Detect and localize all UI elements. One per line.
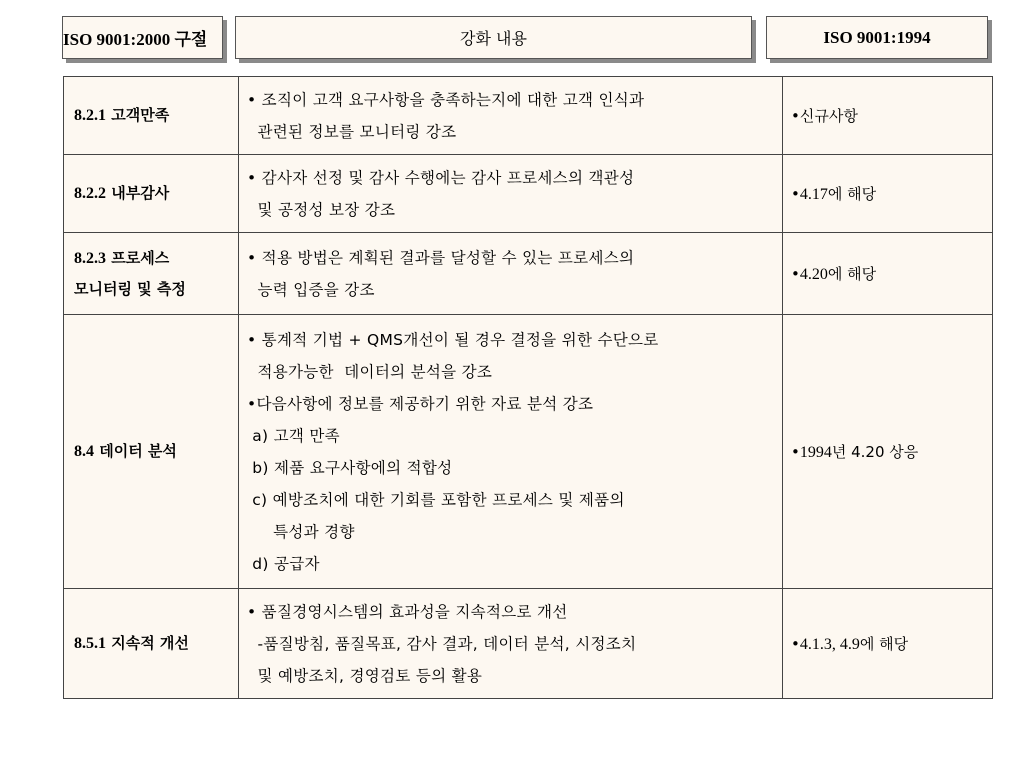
reference-cell [783, 155, 993, 233]
clause-number: 8.2.2 [74, 185, 106, 202]
content-cell [239, 233, 783, 315]
reference-text: 신규사항 [799, 107, 858, 125]
clause-cell [64, 155, 239, 233]
reference-number: 4.1.3, 4.9 [799, 636, 860, 653]
content-line: 특성과 경향 [247, 522, 355, 541]
table-row [64, 77, 993, 155]
reference-bullet: • [791, 107, 800, 125]
clause-cell [64, 77, 239, 155]
comparison-table [63, 76, 993, 699]
clause-number: 8.2.1 [74, 107, 106, 124]
reference-text: 에 해당 [859, 635, 909, 653]
header-col1-label: ISO 9001:2000 구절 [63, 30, 208, 49]
clause-cell [64, 315, 239, 589]
clause-cell [64, 233, 239, 315]
reference-number: 1994 [799, 444, 832, 461]
content-line: a) 고객 만족 [247, 426, 340, 445]
content-cell [239, 77, 783, 155]
reference-cell [783, 233, 993, 315]
content-line: • 통계적 기법 + QMS개선이 될 경우 결정을 위한 수단으로 [247, 330, 659, 349]
content-line: 및 공정성 보장 강조 [247, 200, 396, 219]
content-line: • 감사자 선정 및 감사 수행에는 감사 프로세스의 객관성 [247, 168, 635, 187]
clause-name: 데이터 분석 [94, 442, 177, 460]
clause-number: 8.4 [74, 443, 94, 460]
reference-cell [783, 315, 993, 589]
content-cell [239, 315, 783, 589]
content-line: 관련된 정보를 모니터링 강조 [247, 122, 457, 141]
clause-cell [64, 589, 239, 699]
clause-name-line2: 모니터링 및 측정 [74, 279, 186, 298]
reference-text: 에 해당 [827, 265, 877, 283]
header-col3-label: ISO 9001:1994 [823, 27, 931, 47]
table-row [64, 233, 993, 315]
reference-bullet: • [791, 443, 800, 461]
content-line: c) 예방조치에 대한 기회를 포함한 프로세스 및 제품의 [247, 490, 625, 509]
clause-name: 프로세스 [106, 248, 170, 267]
reference-text: 에 해당 [827, 185, 877, 203]
content-line: 능력 입증을 강조 [247, 280, 375, 299]
header-enhancement-content [235, 16, 752, 59]
reference-cell [783, 77, 993, 155]
content-line: d) 공급자 [247, 554, 320, 573]
table-row [64, 315, 993, 589]
content-line: • 품질경영시스템의 효과성을 지속적으로 개선 [247, 602, 568, 621]
header-iso1994 [766, 16, 988, 59]
reference-bullet: • [791, 635, 800, 653]
table-row [64, 589, 993, 699]
reference-bullet: • [791, 185, 800, 203]
reference-cell [783, 589, 993, 699]
reference-number: 4.20 [799, 266, 828, 283]
reference-text: 년 4.20 상응 [831, 443, 919, 461]
content-cell [239, 589, 783, 699]
content-line: • 조직이 고객 요구사항을 충족하는지에 대한 고객 인식과 [247, 90, 645, 109]
table-row [64, 155, 993, 233]
content-cell [239, 155, 783, 233]
clause-number: 8.5.1 [74, 635, 106, 652]
clause-number: 8.2.3 [74, 249, 106, 267]
header-col2-label: 강화 내용 [460, 29, 527, 48]
content-line: b) 제품 요구사항에의 적합성 [247, 458, 453, 477]
content-line: 및 예방조치, 경영검토 등의 활용 [247, 666, 483, 685]
clause-name: 지속적 개선 [106, 634, 189, 652]
content-line: • 적용 방법은 계획된 결과를 달성할 수 있는 프로세스의 [247, 248, 635, 267]
header-iso2000-clause [62, 16, 223, 59]
clause-name: 고객만족 [106, 106, 170, 124]
content-line: •다음사항에 정보를 제공하기 위한 자료 분석 강조 [247, 394, 594, 413]
reference-bullet: • [791, 265, 800, 283]
content-line: -품질방침, 품질목표, 감사 결과, 데이터 분석, 시정조치 [247, 634, 637, 653]
clause-name: 내부감사 [106, 184, 170, 202]
content-line: 적용가능한 데이터의 분석을 강조 [247, 362, 493, 381]
reference-number: 4.17 [799, 186, 828, 203]
